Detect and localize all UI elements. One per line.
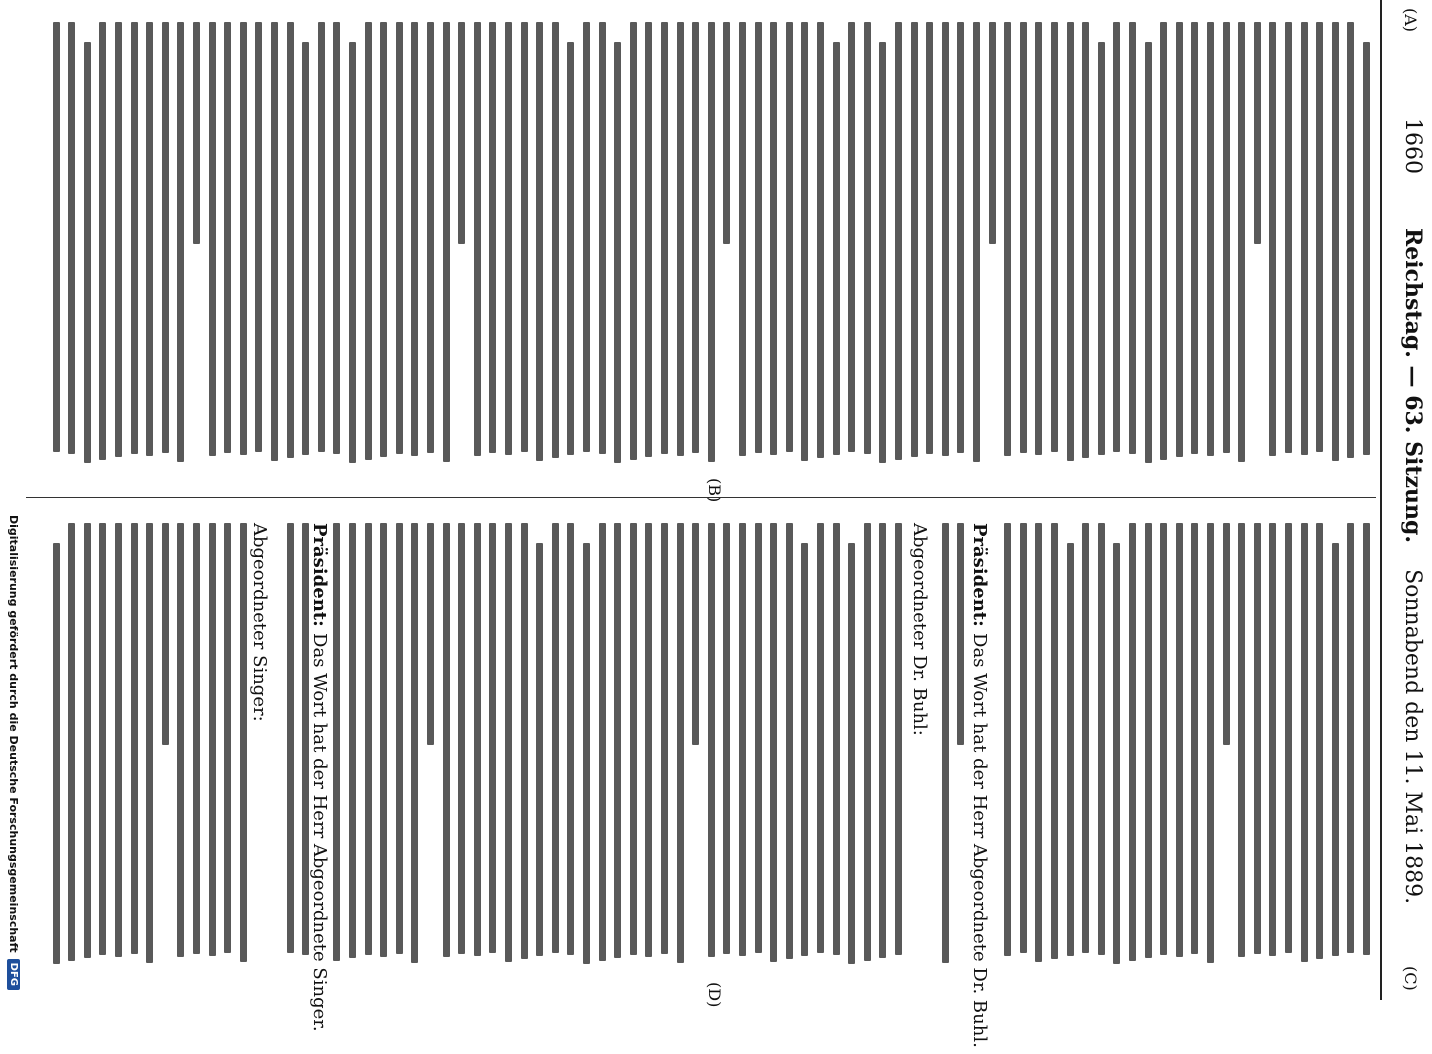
text-line [302,42,309,455]
column-divider [26,497,1376,498]
text-line [131,22,138,454]
text-line [801,543,808,956]
text-line [1113,543,1120,964]
text-line [848,543,855,964]
text-line [1145,523,1152,958]
text-line [131,523,138,954]
text-line [1254,523,1261,954]
text-line [209,523,216,956]
text-line [1051,523,1058,959]
text-line [957,523,964,745]
speaker-heading: Präsident: Das Wort hat der Herr Abgeordnete Dr. Buhl. [969,523,990,1054]
text-line [365,22,372,460]
text-line [1067,543,1074,956]
text-line [677,523,684,963]
text-line [879,42,886,463]
text-line [957,22,964,453]
text-line [53,543,60,964]
text-line [224,22,231,453]
text-line [84,42,91,463]
text-line [427,523,434,745]
running-header [1400,118,1426,938]
text-line [755,523,762,953]
text-line [240,22,247,455]
text-line [895,523,902,955]
text-line [177,22,184,462]
text-line [1020,523,1027,953]
text-line [1238,22,1245,462]
text-line [552,22,559,458]
text-line [911,22,918,457]
text-line [817,523,824,953]
text-line [302,523,309,955]
text-line [1160,22,1167,460]
text-line [53,22,60,452]
text-line [1332,543,1339,956]
text-line [1051,22,1058,452]
text-line [1316,22,1323,452]
text-line [287,22,294,458]
text-line [1363,42,1370,455]
text-line [645,22,652,457]
text-line [427,22,434,453]
footer-text: Digitalisierung gefördert durch die Deutsche Forschungsgemeinschaft [7,514,20,953]
text-line [99,523,106,955]
text-line [474,523,481,956]
text-line [318,22,325,452]
text-line [926,22,933,454]
text-line [1207,523,1214,963]
text-line [614,523,621,958]
speaker-heading: Präsident: Das Wort hat der Herr Abgeordnete Singer. [309,523,330,1038]
text-line [895,22,902,460]
text-line [1269,22,1276,456]
text-line [692,523,699,745]
text-line [864,523,871,961]
text-line [1285,22,1292,453]
text-line [708,22,715,462]
text-line [1269,523,1276,956]
text-line [68,22,75,454]
text-column-right [30,523,1370,1048]
text-line [193,523,200,954]
margin-letter-c: (C) [1401,966,1420,991]
text-line [458,22,465,244]
text-line [521,523,528,959]
text-line [770,523,777,962]
text-line [1160,523,1167,955]
text-line [567,523,574,955]
text-line [708,523,715,957]
text-line [536,22,543,461]
text-line [209,22,216,456]
text-line [84,523,91,958]
text-line [864,22,871,454]
text-line [146,22,153,456]
header-rule [1380,0,1382,1000]
text-line [1316,523,1323,959]
text-line [739,22,746,456]
text-line [661,523,668,954]
text-line [411,22,418,456]
text-line [443,22,450,462]
text-line [1191,22,1198,454]
text-line [193,22,200,244]
margin-letter-a: (A) [1401,8,1420,33]
text-line [177,523,184,957]
text-line [1238,523,1245,957]
text-line [1363,523,1370,955]
text-line [505,22,512,455]
text-line [365,523,372,955]
text-line [1285,523,1292,953]
text-line [411,523,418,963]
text-line [552,523,559,953]
speaker-heading: Abgeordneter Dr. Buhl: [909,523,930,742]
margin-letter-d: (D) [705,982,724,1008]
text-line [833,523,840,955]
text-line [1223,22,1230,453]
speaker-heading: Abgeordneter Singer: [249,523,270,728]
text-line [770,22,777,455]
text-line [489,523,496,953]
text-line [1035,22,1042,455]
digitization-footer [7,515,20,990]
text-line [1301,22,1308,455]
text-line [1098,523,1105,955]
text-line [146,523,153,963]
text-line [723,22,730,244]
text-line [240,523,247,962]
text-line [458,523,465,954]
session-title: Reichstag. — 63. Sitzung. [1400,228,1426,544]
text-line [1254,22,1261,244]
text-line [723,523,730,954]
text-line [1347,22,1354,458]
text-line [1301,523,1308,962]
text-line [224,523,231,953]
page-number: 1660 [1400,118,1425,174]
text-line [380,22,387,457]
text-line [489,22,496,453]
text-line [599,523,606,961]
margin-letter-b: (B) [705,478,724,503]
text-line [879,523,886,958]
text-line [1004,22,1011,456]
text-line [396,523,403,954]
text-line [661,22,668,454]
text-line [115,523,122,957]
dfg-logo: DFG [7,959,20,990]
text-line [1082,523,1089,953]
text-line [786,523,793,959]
text-line [1067,22,1074,461]
text-line [521,22,528,452]
text-column-left [30,22,1370,467]
text-line [349,42,356,463]
text-line [942,523,949,963]
text-line [287,523,294,953]
text-line [942,22,949,456]
text-line [1035,523,1042,962]
text-line [349,523,356,958]
text-line [99,22,106,460]
text-line [755,22,762,453]
text-line [786,22,793,452]
text-line [1020,22,1027,453]
text-line [255,22,262,452]
text-line [599,22,606,454]
text-line [677,22,684,456]
text-line [1223,523,1230,745]
text-line [68,523,75,961]
text-line [567,42,574,455]
text-line [333,22,340,454]
text-line [583,543,590,964]
text-line [1129,523,1136,961]
text-line [583,22,590,452]
text-line [443,523,450,957]
text-line [1145,42,1152,463]
text-line [1082,22,1089,458]
text-line [1004,523,1011,956]
text-line [1129,22,1136,454]
text-line [989,22,996,244]
text-line [1098,42,1105,455]
text-line [817,22,824,458]
text-line [739,523,746,956]
text-line [333,523,340,961]
text-line [380,523,387,957]
text-line [396,22,403,454]
text-line [801,22,808,461]
text-line [630,22,637,460]
session-date: Sonnabend den 11. Mai 1889. [1400,569,1425,905]
text-line [833,42,840,455]
text-line [1113,22,1120,452]
text-line [271,22,278,461]
text-line [614,42,621,463]
text-line [505,523,512,962]
text-line [1332,22,1339,461]
text-line [1176,22,1183,457]
text-line [1176,523,1183,957]
text-line [162,22,169,453]
text-line [474,22,481,456]
text-line [1207,22,1214,456]
text-line [973,22,980,462]
text-line [115,22,122,457]
text-line [536,543,543,956]
text-line [630,523,637,955]
text-line [1191,523,1198,954]
text-line [848,22,855,452]
text-line [1347,523,1354,953]
text-line [645,523,652,957]
text-line [692,22,699,453]
text-line [162,523,169,745]
